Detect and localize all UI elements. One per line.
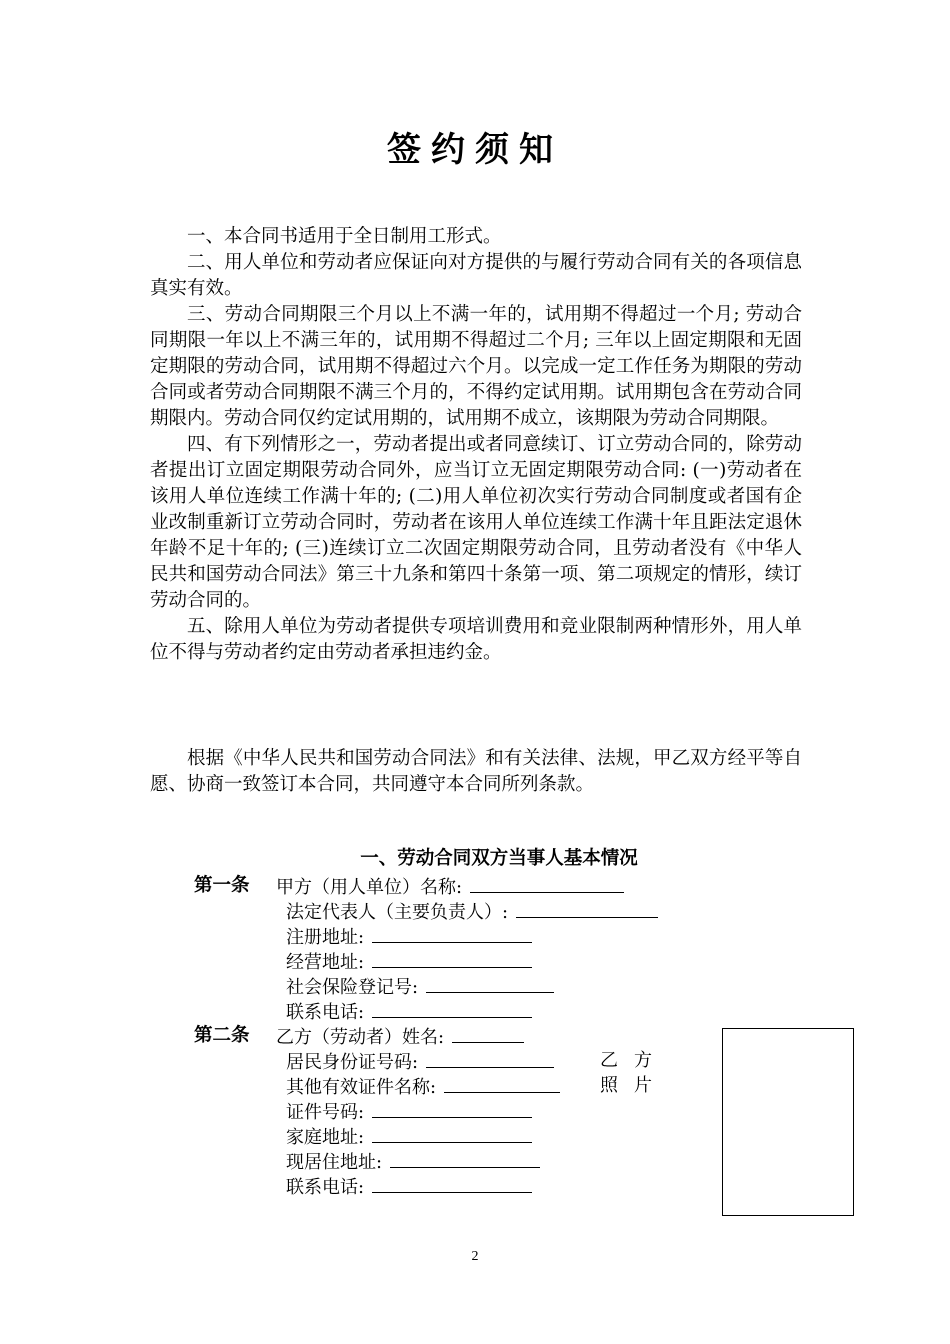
notice-item-3: 三、劳动合同期限三个月以上不满一年的，试用期不得超过一个月; 劳动合同期限一年以上不满三年的，试用期不得超过二个月; 三年以上固定期限和无固定期限的劳动合同，试用期不得超过六个月。以完成一定工作任务为期限的劳动合同或者劳动合同期限不满三个月的，不得约定试用期。试用期包含在劳动合同期限内。劳动合同仅约定试用期的，试用期不成立，该期限为劳动合同期限。 <box>150 304 802 429</box>
page-number: 2 <box>471 1249 479 1264</box>
legal-rep-field[interactable] <box>516 898 658 918</box>
social-insurance-field[interactable] <box>426 973 554 993</box>
article-2-label: 第二条 <box>194 1025 250 1046</box>
employee-name-row <box>276 1023 524 1048</box>
id-number-field[interactable] <box>426 1048 554 1068</box>
registered-address-label: 注册地址: <box>286 927 365 948</box>
employer-phone-field[interactable] <box>372 998 532 1018</box>
social-insurance-label: 社会保险登记号: <box>286 977 419 998</box>
section-title: 一、劳动合同双方当事人基本情况 <box>360 848 638 869</box>
photo-label-line1: 乙方 <box>600 1050 668 1071</box>
employer-name-label: 甲方（用人单位）名称: <box>276 877 463 898</box>
other-id-field[interactable] <box>444 1073 560 1093</box>
other-id-label: 其他有效证件名称: <box>286 1077 437 1098</box>
photo-box[interactable] <box>722 1028 854 1216</box>
id-number-label: 居民身份证号码: <box>286 1052 419 1073</box>
notice-item-4: 四、有下列情形之一，劳动者提出或者同意续订、订立劳动合同的，除劳动者提出订立固定期限劳动合同外，应当订立无固定期限劳动合同: (一)劳动者在该用人单位连续工作满十年的; (二)用人单位初次实行劳动合同制度或者国有企业改制重新订立劳动合同时，劳动者在该用人单位连续工作满十年且距法定退休年龄不足十年的; (三)连续订立二次固定期限劳动合同，且劳动者没有《中华人民共和国劳动合同法》第三十九条和第四十条第一项、第二项规定的情形，续订劳动合同的。 <box>150 434 802 611</box>
basis-paragraph: 根据《中华人民共和国劳动合同法》和有关法律、法规，甲乙双方经平等自愿、协商一致签订本合同，共同遵守本合同所列条款。 <box>150 748 802 795</box>
contract-basis <box>150 746 802 798</box>
employee-phone-row <box>286 1173 532 1198</box>
employee-phone-label: 联系电话: <box>286 1177 365 1198</box>
page-title: 签约须知 <box>387 130 563 170</box>
signing-notice <box>150 224 802 666</box>
employer-name-field[interactable] <box>470 873 624 893</box>
business-address-row <box>286 948 532 973</box>
employer-name-row <box>276 873 624 898</box>
business-address-label: 经营地址: <box>286 952 365 973</box>
notice-item-2: 二、用人单位和劳动者应保证向对方提供的与履行劳动合同有关的各项信息真实有效。 <box>150 252 802 299</box>
employer-phone-row <box>286 998 532 1023</box>
business-address-field[interactable] <box>372 948 532 968</box>
employee-phone-field[interactable] <box>372 1173 532 1193</box>
home-address-field[interactable] <box>372 1123 532 1143</box>
current-address-row <box>286 1148 540 1173</box>
registered-address-field[interactable] <box>372 923 532 943</box>
id-code-label: 证件号码: <box>286 1102 365 1123</box>
legal-rep-label: 法定代表人（主要负责人）: <box>286 902 509 923</box>
registered-address-row <box>286 923 532 948</box>
id-code-row <box>286 1098 532 1123</box>
employer-phone-label: 联系电话: <box>286 1002 365 1023</box>
home-address-row <box>286 1123 532 1148</box>
employee-name-field[interactable] <box>452 1023 524 1043</box>
other-id-row <box>286 1073 560 1098</box>
photo-label-line2: 照片 <box>600 1075 668 1096</box>
notice-item-1: 一、本合同书适用于全日制用工形式。 <box>187 226 502 247</box>
home-address-label: 家庭地址: <box>286 1127 365 1148</box>
id-code-field[interactable] <box>372 1098 532 1118</box>
social-insurance-row <box>286 973 554 998</box>
notice-item-5: 五、除用人单位为劳动者提供专项培训费用和竞业限制两种情形外，用人单位不得与劳动者约定由劳动者承担违约金。 <box>150 616 802 663</box>
current-address-label: 现居住地址: <box>286 1152 383 1173</box>
article-1-label: 第一条 <box>194 875 250 896</box>
employee-name-label: 乙方（劳动者）姓名: <box>276 1027 445 1048</box>
id-number-row <box>286 1048 554 1073</box>
current-address-field[interactable] <box>390 1148 540 1168</box>
legal-rep-row <box>286 898 658 923</box>
